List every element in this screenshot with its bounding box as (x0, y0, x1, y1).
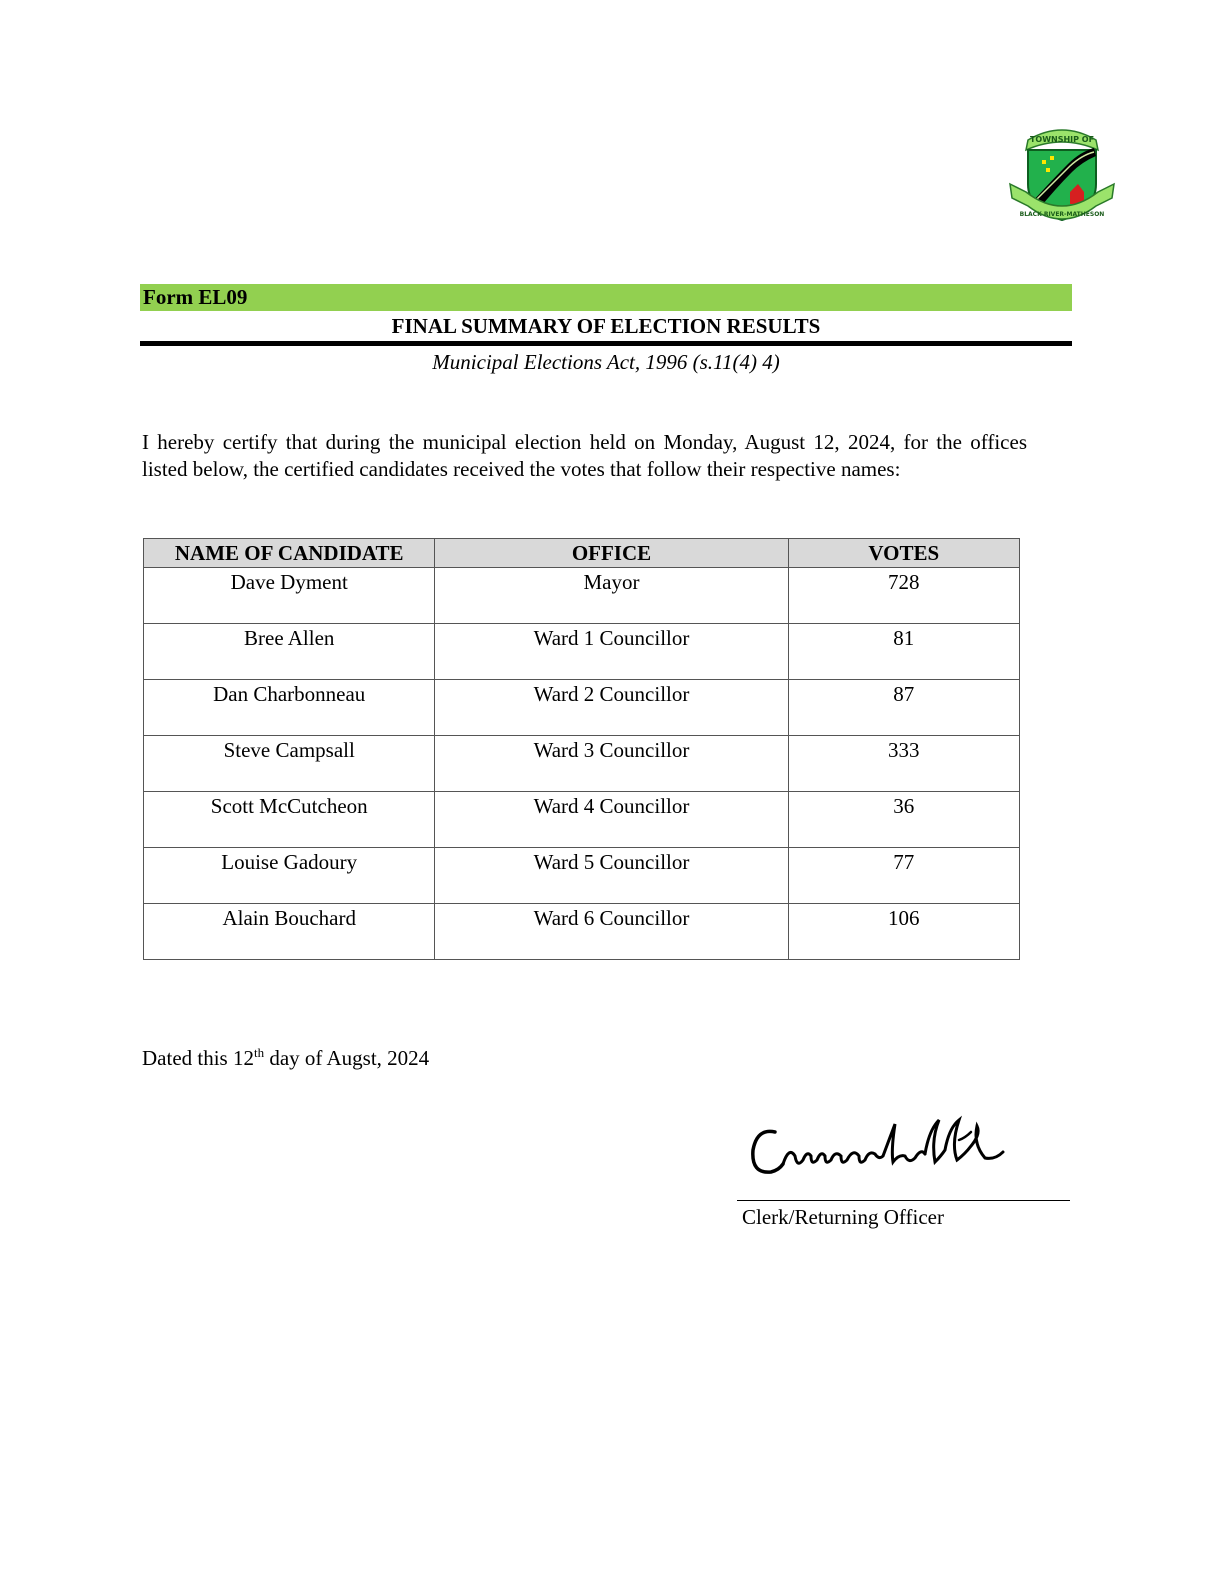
candidate-votes: 106 (788, 904, 1019, 960)
dated-ordinal: th (253, 1045, 265, 1060)
candidate-votes: 36 (788, 792, 1019, 848)
candidate-office: Ward 6 Councillor (435, 904, 788, 960)
header-office: OFFICE (435, 539, 788, 568)
dated-line (142, 1038, 429, 1073)
candidate-office: Ward 4 Councillor (435, 792, 788, 848)
svg-text:TOWNSHIP OF: TOWNSHIP OF (1029, 135, 1095, 144)
candidate-name: Steve Campsall (144, 736, 435, 792)
form-label: Form EL09 (143, 285, 248, 309)
handwritten-signature (745, 1110, 1015, 1190)
candidate-office: Ward 1 Councillor (435, 624, 788, 680)
table-header-row (144, 539, 1020, 568)
election-results-table (143, 538, 1020, 960)
candidate-office: Ward 3 Councillor (435, 736, 788, 792)
candidate-votes: 333 (788, 736, 1019, 792)
candidate-name: Scott McCutcheon (144, 792, 435, 848)
form-label-bar (140, 284, 1072, 311)
dated-suffix: day of Augst, 2024 (264, 1046, 430, 1070)
table-row (144, 568, 1020, 624)
candidate-votes: 87 (788, 680, 1019, 736)
candidate-name: Dave Dyment (144, 568, 435, 624)
candidate-name: Bree Allen (144, 624, 435, 680)
dated-prefix: Dated this 12 (142, 1046, 254, 1070)
candidate-votes: 81 (788, 624, 1019, 680)
header-votes: VOTES (788, 539, 1019, 568)
svg-text:BLACK RIVER-MATHESON: BLACK RIVER-MATHESON (1019, 211, 1105, 218)
candidate-office: Mayor (435, 568, 788, 624)
table-row (144, 624, 1020, 680)
candidate-name: Alain Bouchard (144, 904, 435, 960)
candidate-office: Ward 5 Councillor (435, 848, 788, 904)
signature-label: Clerk/Returning Officer (742, 1205, 944, 1229)
candidate-name: Dan Charbonneau (144, 680, 435, 736)
table-row (144, 680, 1020, 736)
table-row (144, 736, 1020, 792)
candidate-name: Louise Gadoury (144, 848, 435, 904)
certification-paragraph: I hereby certify that during the municipal election held on Monday, August 12, 2024, for the offices listed below, the certified candidates received the votes that follow their respective names: (142, 430, 1027, 481)
candidate-votes: 77 (788, 848, 1019, 904)
document-subtitle: Municipal Elections Act, 1996 (s.11(4) 4) (432, 350, 780, 374)
table-row (144, 904, 1020, 960)
township-crest-logo (1008, 122, 1116, 228)
table-row (144, 792, 1020, 848)
table-row (144, 848, 1020, 904)
title-rule (140, 341, 1072, 346)
signature-line (737, 1200, 1070, 1201)
header-name: NAME OF CANDIDATE (144, 539, 435, 568)
candidate-votes: 728 (788, 568, 1019, 624)
candidate-office: Ward 2 Councillor (435, 680, 788, 736)
document-title: FINAL SUMMARY OF ELECTION RESULTS (391, 314, 821, 338)
